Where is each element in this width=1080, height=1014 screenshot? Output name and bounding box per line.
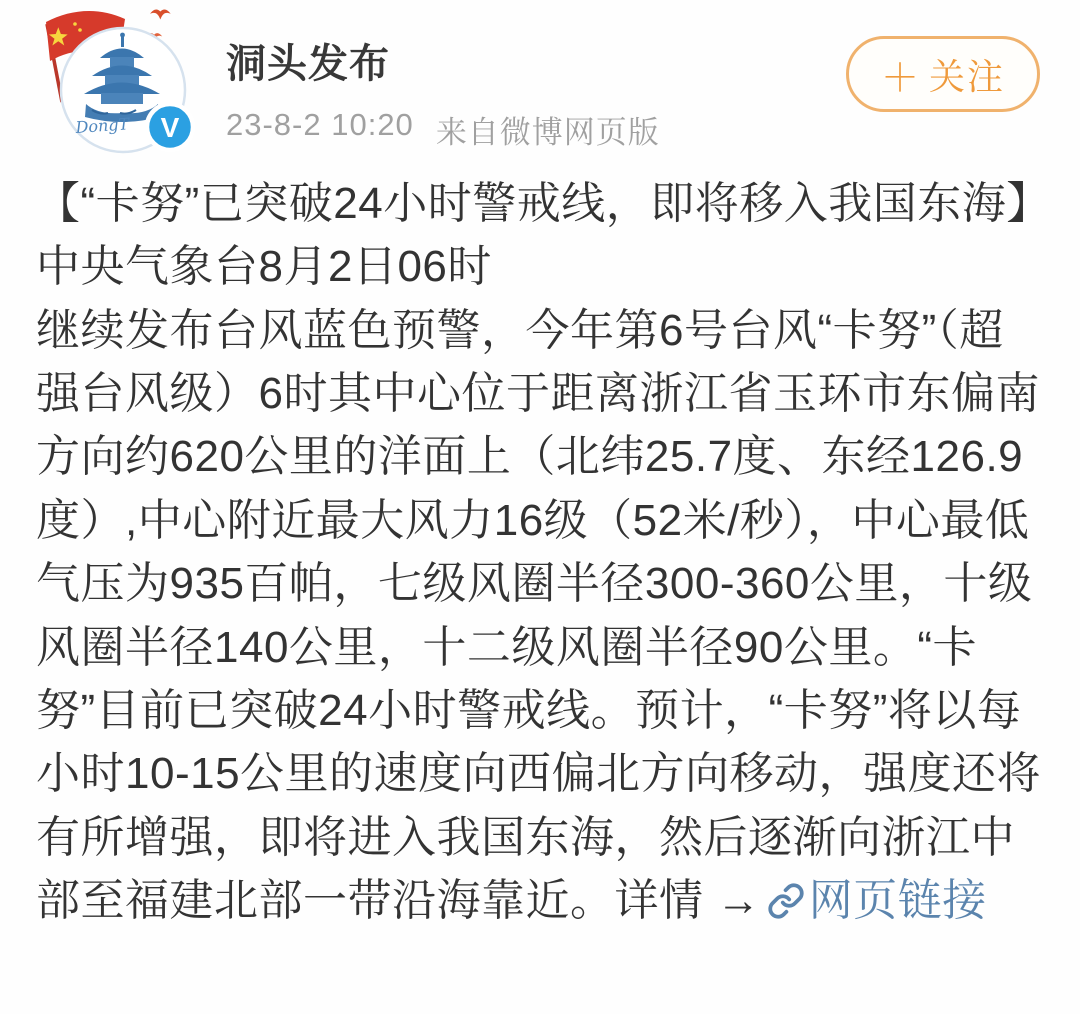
post-paragraph-2-text: 继续发布台风蓝色预警，今年第6号台风“卡努”（超强台风级）6时其中心位于距离浙江省玉环市东偏南方向约620公里的洋面上（北纬25.7度、东经126.9度）,中心附近最大风力16级（52米/秒），中心最低气压为935百帕，七级风圈半径300-360公里，十级风圈半径140公里，十二级风圈半径90公里。“卡努”目前已突破24小时警戒线。预计，“卡努”将以每小时10-15公里的速度向西偏北方向移动，强度还将有所增强，即将进入我国东海，然后逐渐向浙江中部至福建北部一带沿海靠近。详情 → <box>36 305 1042 925</box>
avatar-illustration <box>26 6 216 166</box>
plus-icon: ＋ <box>880 57 921 100</box>
post-paragraph-1: 【“卡努”已突破24小时警戒线，即将移入我国东海】中央气象台8月2日06时 <box>36 179 1029 292</box>
source-label: 来自微博网页版 <box>435 115 660 150</box>
timestamp: 23-8-2 10:20 <box>226 107 414 142</box>
follow-button[interactable] <box>846 36 1040 112</box>
post-meta <box>226 107 660 152</box>
web-link-label: 网页链接 <box>808 875 987 925</box>
username[interactable]: 洞头发布 <box>226 42 390 86</box>
avatar[interactable] <box>26 6 216 166</box>
identity-block <box>226 32 660 152</box>
avatar-script: DongT <box>74 114 130 137</box>
post-body <box>0 166 1080 932</box>
link-chain-icon <box>767 882 805 920</box>
post-header <box>0 0 1080 166</box>
web-link[interactable] <box>761 876 987 925</box>
verified-badge-icon <box>147 104 193 150</box>
follow-button-label: 关注 <box>928 55 1005 97</box>
verified-badge-letter: V <box>160 112 180 143</box>
post-paragraph-2 <box>36 299 1044 933</box>
